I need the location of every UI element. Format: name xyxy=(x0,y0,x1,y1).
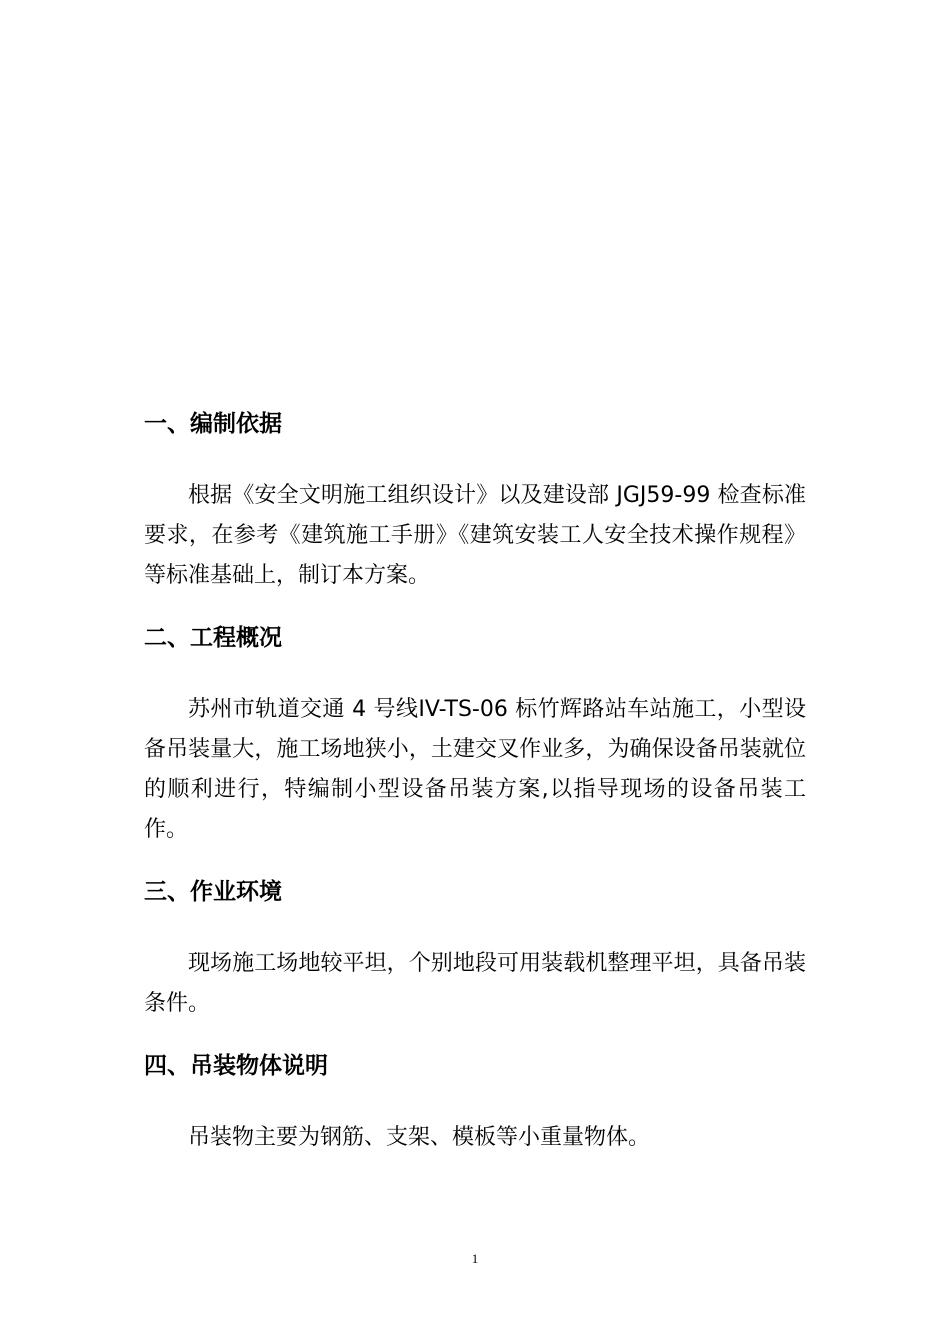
section-body-basis: 根据《安全文明施工组织设计》以及建设部 JGJ59-99 检查标准要求，在参考《建筑施工手册》《建筑安装工人安全技术操作规程》等标准基础上，制订本方案。 xyxy=(144,483,806,588)
section-body-lifting-objects: 吊装物主要为钢筋、支架、模板等小重量物体。 xyxy=(188,1125,651,1150)
section-body-overview: 苏州市轨道交通 4 号线IV-TS-06 标竹辉路站车站施工，小型设备吊装量大，施工场地狭小，土建交叉作业多，为确保设备吊装就位的顺利进行，特编制小型设备吊装方案,以指导现场的设备吊装工作。 xyxy=(144,697,806,842)
section-heading-basis: 一、编制依据 xyxy=(144,411,282,437)
page-number: 1 xyxy=(471,1251,479,1266)
document-content xyxy=(144,400,806,1158)
section-heading-lifting-objects: 四、吊装物体说明 xyxy=(144,1053,328,1079)
section-heading-environment: 三、作业环境 xyxy=(144,879,282,905)
section-body-environment: 现场施工场地较平坦，个别地段可用装载机整理平坦，具备吊装条件。 xyxy=(144,951,806,1016)
section-heading-overview: 二、工程概况 xyxy=(144,625,282,651)
